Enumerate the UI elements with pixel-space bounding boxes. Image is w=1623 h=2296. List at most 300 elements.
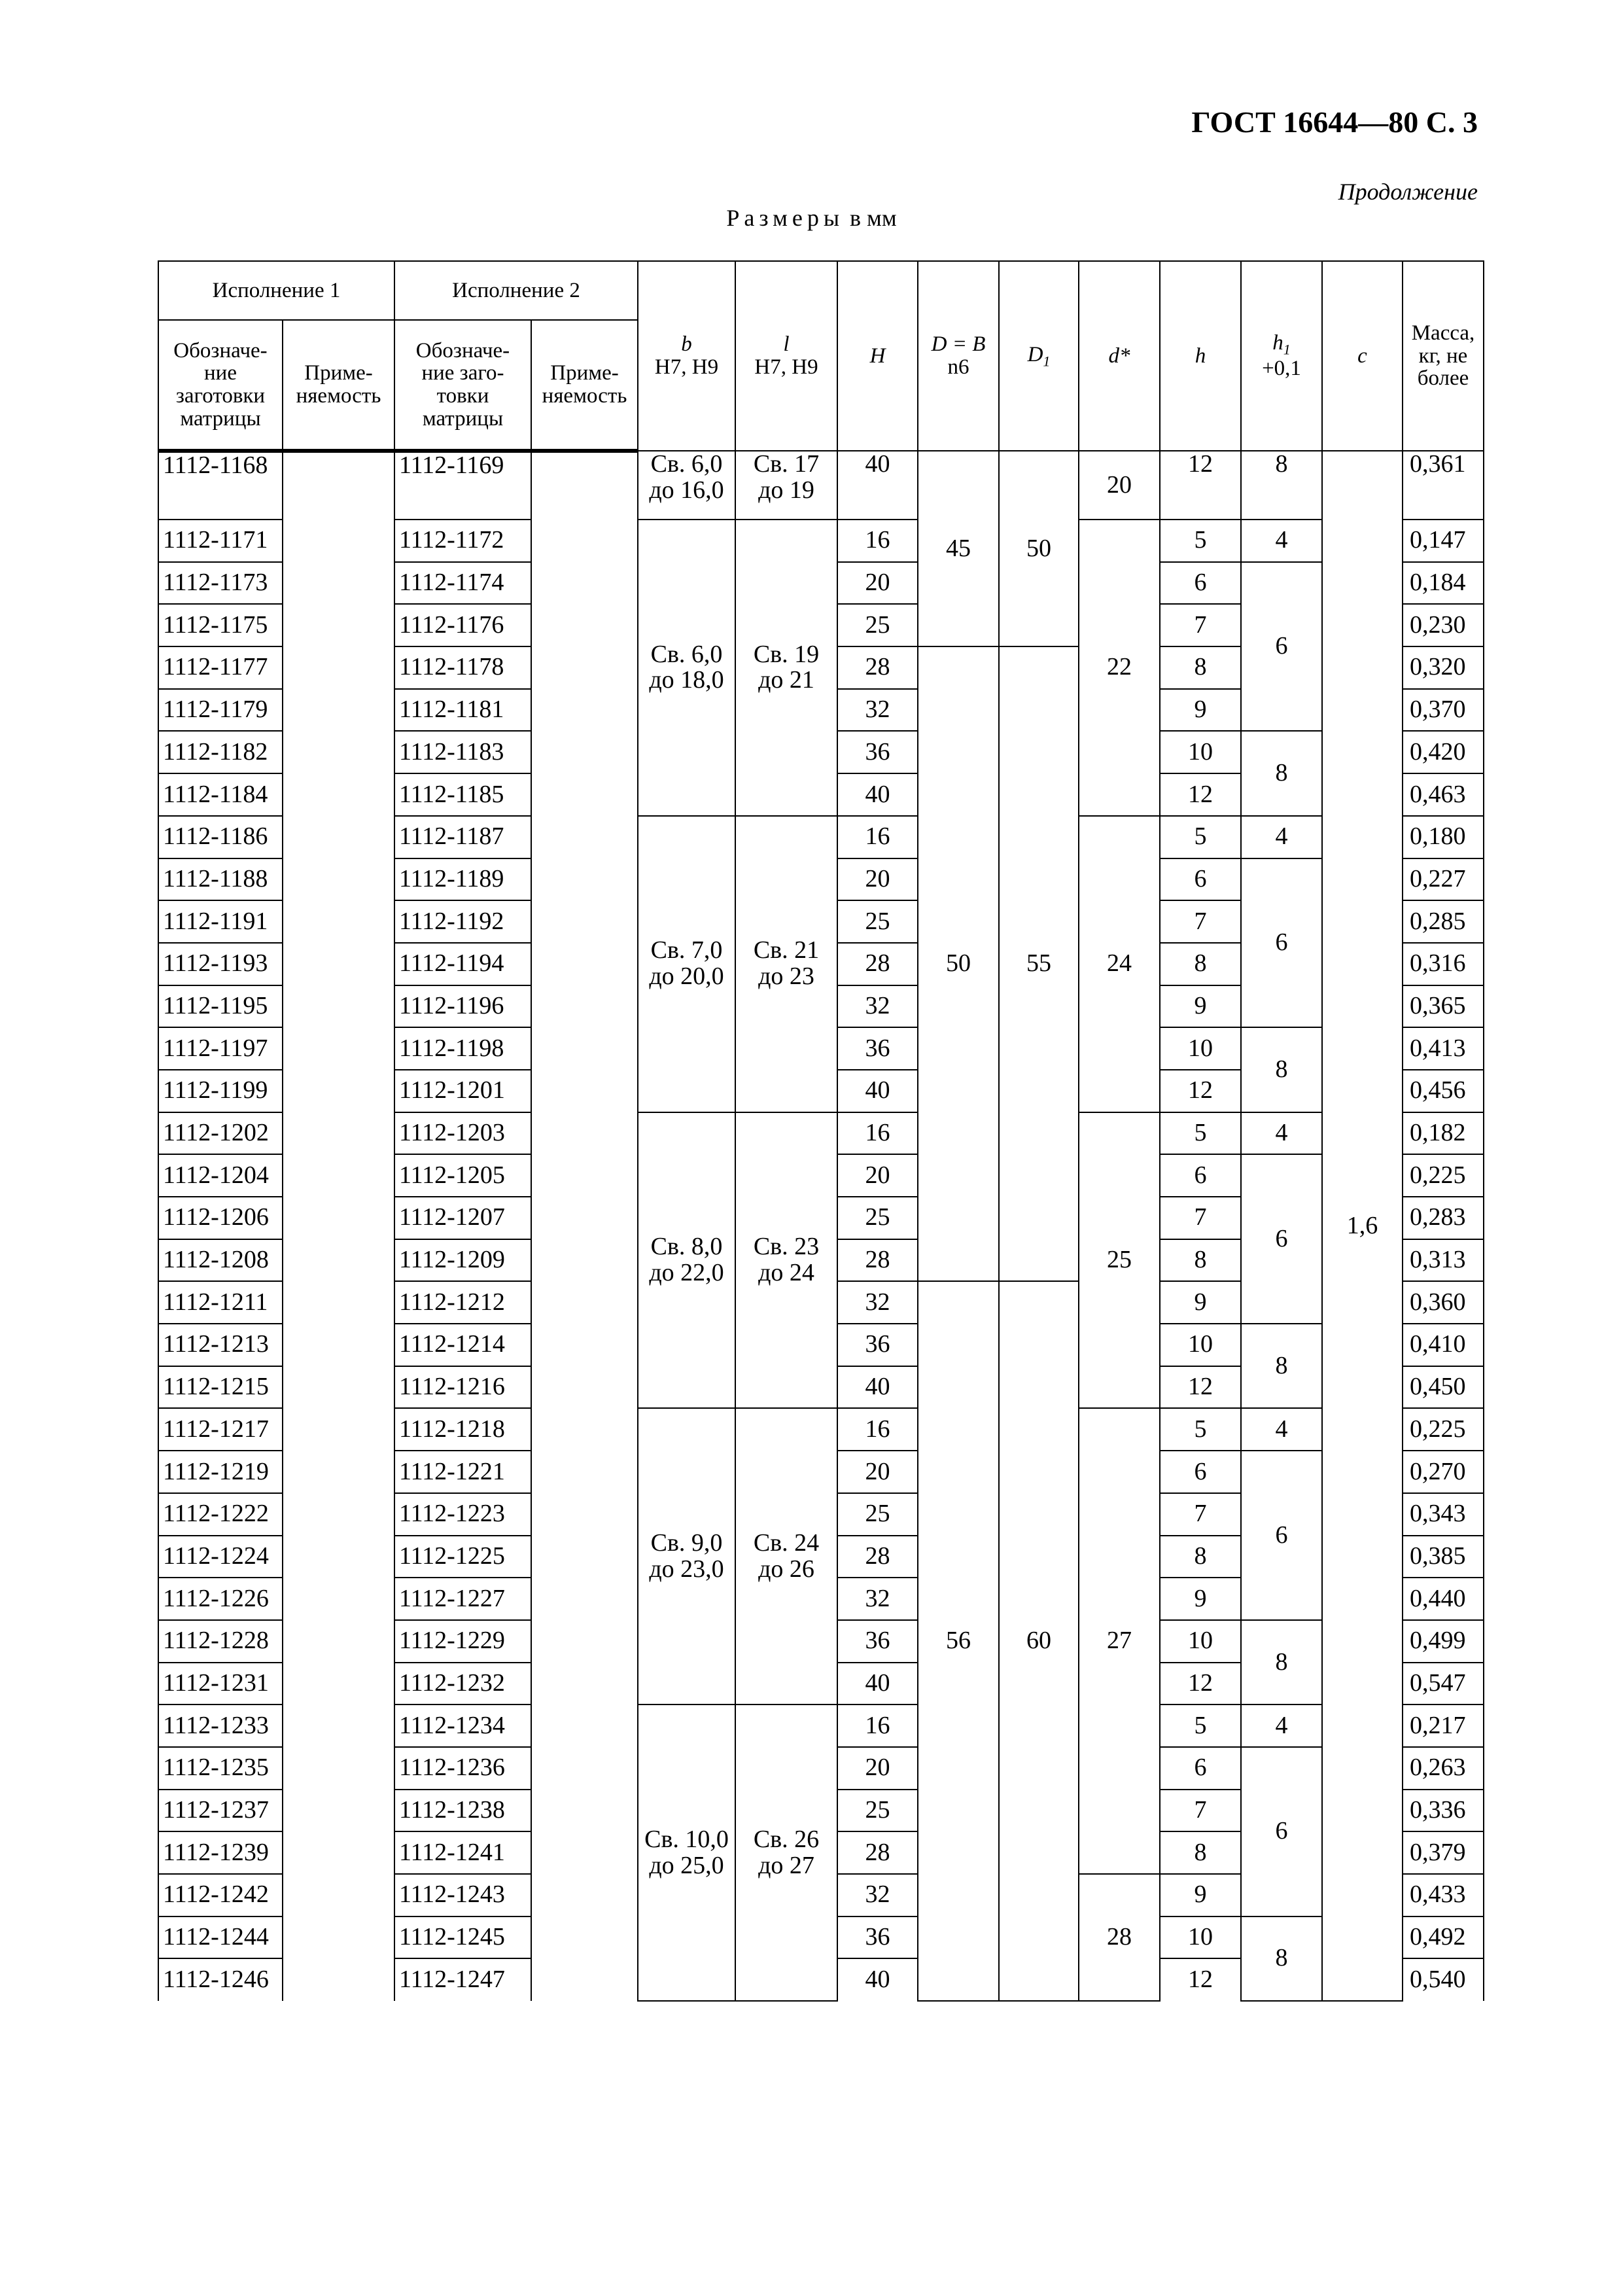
designation-1-cell: 1112-1231 [158, 1663, 283, 1705]
applicability-2-cell [531, 1790, 638, 1832]
db-cell: 50 [918, 646, 999, 1281]
applicability-2-cell [531, 900, 638, 943]
H-cell: 25 [837, 1790, 918, 1832]
header-l-tolerance: H7, H9 [754, 355, 818, 379]
mass-cell: 0,385 [1403, 1536, 1484, 1578]
applicability-2-cell [531, 731, 638, 773]
designation-1-cell: 1112-1182 [158, 731, 283, 773]
mass-cell: 0,285 [1403, 900, 1484, 943]
applicability-2-cell [531, 646, 638, 689]
h1-cell: 6 [1241, 1451, 1322, 1620]
designation-2-cell: 1112-1236 [394, 1747, 531, 1790]
applicability-2-cell [531, 1112, 638, 1155]
l-cell: Св. 23 до 24 [735, 1112, 837, 1409]
h1-cell: 8 [1241, 1324, 1322, 1408]
applicability-2-cell [531, 1663, 638, 1705]
H-cell: 40 [837, 773, 918, 816]
designation-2-cell: 1112-1183 [394, 731, 531, 773]
designation-2-cell: 1112-1216 [394, 1366, 531, 1409]
designation-1-cell: 1112-1168 [158, 451, 283, 520]
h-cell: 6 [1160, 562, 1241, 605]
applicability-2-cell [531, 520, 638, 562]
mass-cell: 0,540 [1403, 1958, 1484, 2001]
mass-cell: 0,413 [1403, 1027, 1484, 1070]
table-row [158, 451, 1484, 520]
table-row [158, 816, 1484, 858]
h-cell: 8 [1160, 1239, 1241, 1282]
h-cell: 5 [1160, 520, 1241, 562]
applicability-1-cell [283, 816, 394, 858]
designation-2-cell: 1112-1225 [394, 1536, 531, 1578]
applicability-1-cell [283, 1704, 394, 1747]
designation-1-cell: 1112-1233 [158, 1704, 283, 1747]
designation-2-cell: 1112-1174 [394, 562, 531, 605]
h1-cell: 4 [1241, 816, 1322, 858]
applicability-1-cell [283, 1324, 394, 1366]
h1-cell: 8 [1241, 451, 1322, 520]
header-h1-tolerance: +0,1 [1262, 357, 1301, 381]
designation-2-cell: 1112-1194 [394, 943, 531, 985]
mass-cell: 0,336 [1403, 1790, 1484, 1832]
applicability-2-cell [531, 451, 638, 520]
h1-cell: 4 [1241, 520, 1322, 562]
l-cell: Св. 17 до 19 [735, 451, 837, 520]
applicability-1-cell [283, 520, 394, 562]
mass-cell: 0,182 [1403, 1112, 1484, 1155]
table-row [158, 1408, 1484, 1451]
designation-1-cell: 1112-1173 [158, 562, 283, 605]
designation-1-cell: 1112-1237 [158, 1790, 283, 1832]
applicability-2-cell [531, 1408, 638, 1451]
header-applicability-1: Приме- няемость [283, 320, 394, 451]
designation-2-cell: 1112-1238 [394, 1790, 531, 1832]
designation-1-cell: 1112-1195 [158, 985, 283, 1028]
header-D-B-symbol: D = B [931, 332, 986, 357]
designation-1-cell: 1112-1235 [158, 1747, 283, 1790]
h1-cell: 8 [1241, 731, 1322, 815]
applicability-2-cell [531, 689, 638, 732]
designation-2-cell: 1112-1227 [394, 1578, 531, 1620]
designation-2-cell: 1112-1203 [394, 1112, 531, 1155]
applicability-2-cell [531, 1324, 638, 1366]
header-h: h [1160, 261, 1241, 451]
designation-2-cell: 1112-1232 [394, 1663, 531, 1705]
designation-2-cell: 1112-1176 [394, 604, 531, 646]
mass-cell: 0,184 [1403, 562, 1484, 605]
h-cell: 5 [1160, 1408, 1241, 1451]
applicability-1-cell [283, 1070, 394, 1112]
h-cell: 10 [1160, 731, 1241, 773]
applicability-2-cell [531, 1451, 638, 1493]
designation-1-cell: 1112-1246 [158, 1958, 283, 2001]
h-cell: 8 [1160, 1831, 1241, 1874]
table-row [158, 520, 1484, 562]
mass-cell: 0,313 [1403, 1239, 1484, 1282]
H-cell: 28 [837, 1831, 918, 1874]
mass-cell: 0,147 [1403, 520, 1484, 562]
h-cell: 9 [1160, 1281, 1241, 1324]
mass-cell: 0,440 [1403, 1578, 1484, 1620]
designation-1-cell: 1112-1179 [158, 689, 283, 732]
applicability-1-cell [283, 1154, 394, 1197]
applicability-2-cell [531, 1831, 638, 1874]
mass-cell: 0,343 [1403, 1493, 1484, 1536]
designation-1-cell: 1112-1228 [158, 1620, 283, 1663]
designation-2-cell: 1112-1209 [394, 1239, 531, 1282]
h-cell: 12 [1160, 773, 1241, 816]
applicability-2-cell [531, 1536, 638, 1578]
H-cell: 36 [837, 1916, 918, 1959]
designation-1-cell: 1112-1175 [158, 604, 283, 646]
designation-2-cell: 1112-1234 [394, 1704, 531, 1747]
d-cell: 22 [1079, 520, 1160, 816]
H-cell: 20 [837, 1747, 918, 1790]
mass-cell: 0,360 [1403, 1281, 1484, 1324]
H-cell: 28 [837, 1536, 918, 1578]
d1-cell: 50 [999, 451, 1079, 646]
designation-1-cell: 1112-1208 [158, 1239, 283, 1282]
h-cell: 7 [1160, 1790, 1241, 1832]
h-cell: 7 [1160, 900, 1241, 943]
mass-cell: 0,499 [1403, 1620, 1484, 1663]
applicability-1-cell [283, 1239, 394, 1282]
mass-cell: 0,316 [1403, 943, 1484, 985]
d1-cell: 55 [999, 646, 1079, 1281]
header-execution-2: Исполнение 2 [394, 261, 638, 320]
mass-cell: 0,217 [1403, 1704, 1484, 1747]
applicability-2-cell [531, 1366, 638, 1409]
designation-2-cell: 1112-1212 [394, 1281, 531, 1324]
designation-1-cell: 1112-1215 [158, 1366, 283, 1409]
H-cell: 40 [837, 451, 918, 520]
designation-2-cell: 1112-1205 [394, 1154, 531, 1197]
designation-1-cell: 1112-1193 [158, 943, 283, 985]
applicability-1-cell [283, 1493, 394, 1536]
applicability-1-cell [283, 1197, 394, 1239]
header-D-B-tolerance: n6 [947, 355, 969, 379]
dimensions-table [158, 260, 1484, 2002]
applicability-2-cell [531, 943, 638, 985]
mass-cell: 0,227 [1403, 858, 1484, 901]
c-cell: 1,6 [1322, 451, 1403, 2001]
H-cell: 40 [837, 1958, 918, 2001]
H-cell: 20 [837, 562, 918, 605]
applicability-2-cell [531, 858, 638, 901]
d1-cell: 60 [999, 1281, 1079, 2001]
h-cell: 8 [1160, 646, 1241, 689]
designation-1-cell: 1112-1226 [158, 1578, 283, 1620]
h-cell: 12 [1160, 1366, 1241, 1409]
H-cell: 36 [837, 1027, 918, 1070]
applicability-1-cell [283, 1366, 394, 1409]
designation-2-cell: 1112-1169 [394, 451, 531, 520]
applicability-1-cell [283, 562, 394, 605]
header-execution-1: Исполнение 1 [158, 261, 394, 320]
H-cell: 16 [837, 520, 918, 562]
H-cell: 16 [837, 816, 918, 858]
h-cell: 7 [1160, 1493, 1241, 1536]
d-cell: 27 [1079, 1408, 1160, 1874]
designation-1-cell: 1112-1244 [158, 1916, 283, 1959]
designation-2-cell: 1112-1247 [394, 1958, 531, 2001]
mass-cell: 0,283 [1403, 1197, 1484, 1239]
H-cell: 25 [837, 1493, 918, 1536]
mass-cell: 0,450 [1403, 1366, 1484, 1409]
applicability-2-cell [531, 1620, 638, 1663]
H-cell: 36 [837, 1620, 918, 1663]
mass-cell: 0,361 [1403, 451, 1484, 520]
h-cell: 12 [1160, 1070, 1241, 1112]
d-cell: 20 [1079, 451, 1160, 520]
designation-1-cell: 1112-1204 [158, 1154, 283, 1197]
applicability-1-cell [283, 1747, 394, 1790]
header-d: d* [1079, 261, 1160, 451]
mass-cell: 0,456 [1403, 1070, 1484, 1112]
mass-cell: 0,420 [1403, 731, 1484, 773]
H-cell: 20 [837, 858, 918, 901]
header-c: c [1322, 261, 1403, 451]
h1-cell: 8 [1241, 1916, 1322, 2001]
l-cell: Св. 19 до 21 [735, 520, 837, 816]
units-caption: Размеры в мм [726, 205, 897, 231]
header-applicability-2: Приме- няемость [531, 320, 638, 451]
d-cell: 24 [1079, 816, 1160, 1112]
h-cell: 6 [1160, 1154, 1241, 1197]
designation-2-cell: 1112-1196 [394, 985, 531, 1028]
applicability-1-cell [283, 731, 394, 773]
applicability-2-cell [531, 816, 638, 858]
table-body [158, 451, 1484, 2001]
designation-1-cell: 1112-1188 [158, 858, 283, 901]
H-cell: 28 [837, 646, 918, 689]
h-cell: 6 [1160, 1451, 1241, 1493]
designation-2-cell: 1112-1207 [394, 1197, 531, 1239]
applicability-1-cell [283, 1874, 394, 1916]
mass-cell: 0,365 [1403, 985, 1484, 1028]
b-cell: Св. 7,0 до 20,0 [638, 816, 735, 1112]
d-cell: 25 [1079, 1112, 1160, 1409]
designation-2-cell: 1112-1181 [394, 689, 531, 732]
designation-2-cell: 1112-1192 [394, 900, 531, 943]
b-cell: Св. 6,0 до 18,0 [638, 520, 735, 816]
mass-cell: 0,547 [1403, 1663, 1484, 1705]
h-cell: 5 [1160, 1112, 1241, 1155]
designation-1-cell: 1112-1224 [158, 1536, 283, 1578]
h-cell: 12 [1160, 451, 1241, 520]
H-cell: 40 [837, 1663, 918, 1705]
designation-1-cell: 1112-1177 [158, 646, 283, 689]
H-cell: 32 [837, 1874, 918, 1916]
H-cell: 16 [837, 1408, 918, 1451]
h-cell: 10 [1160, 1620, 1241, 1663]
designation-1-cell: 1112-1206 [158, 1197, 283, 1239]
h-cell: 6 [1160, 1747, 1241, 1790]
h1-cell: 8 [1241, 1620, 1322, 1704]
designation-2-cell: 1112-1185 [394, 773, 531, 816]
b-cell: Св. 9,0 до 23,0 [638, 1408, 735, 1704]
mass-cell: 0,410 [1403, 1324, 1484, 1366]
h1-cell: 6 [1241, 562, 1322, 732]
h1-cell: 6 [1241, 1154, 1322, 1324]
mass-cell: 0,370 [1403, 689, 1484, 732]
applicability-1-cell [283, 604, 394, 646]
H-cell: 32 [837, 985, 918, 1028]
applicability-1-cell [283, 1916, 394, 1959]
h-cell: 5 [1160, 816, 1241, 858]
h1-cell: 6 [1241, 1747, 1322, 1916]
header-mass: Масса, кг, не более [1403, 261, 1484, 451]
H-cell: 20 [837, 1154, 918, 1197]
applicability-2-cell [531, 1027, 638, 1070]
header-l [735, 261, 837, 451]
designation-1-cell: 1112-1219 [158, 1451, 283, 1493]
header-b-symbol: b [681, 332, 692, 357]
h1-cell: 4 [1241, 1112, 1322, 1155]
applicability-1-cell [283, 1958, 394, 2001]
applicability-2-cell [531, 1197, 638, 1239]
designation-2-cell: 1112-1189 [394, 858, 531, 901]
continuation-label: Продолжение [1338, 179, 1478, 205]
mass-cell: 0,230 [1403, 604, 1484, 646]
mass-cell: 0,433 [1403, 1874, 1484, 1916]
applicability-1-cell [283, 943, 394, 985]
mass-cell: 0,263 [1403, 1747, 1484, 1790]
designation-1-cell: 1112-1184 [158, 773, 283, 816]
header-D1: $D_1$ [999, 261, 1079, 451]
designation-2-cell: 1112-1229 [394, 1620, 531, 1663]
h-cell: 6 [1160, 858, 1241, 901]
applicability-2-cell [531, 1916, 638, 1959]
applicability-2-cell [531, 1578, 638, 1620]
designation-2-cell: 1112-1214 [394, 1324, 531, 1366]
applicability-1-cell [283, 1536, 394, 1578]
h-cell: 12 [1160, 1958, 1241, 2001]
applicability-2-cell [531, 1070, 638, 1112]
H-cell: 40 [837, 1366, 918, 1409]
designation-2-cell: 1112-1223 [394, 1493, 531, 1536]
header-l-symbol: l [783, 332, 790, 357]
H-cell: 25 [837, 604, 918, 646]
h-cell: 9 [1160, 1874, 1241, 1916]
d-cell: 28 [1079, 1874, 1160, 2001]
mass-cell: 0,320 [1403, 646, 1484, 689]
H-cell: 16 [837, 1704, 918, 1747]
applicability-1-cell [283, 858, 394, 901]
applicability-2-cell [531, 1281, 638, 1324]
designation-1-cell: 1112-1202 [158, 1112, 283, 1155]
applicability-1-cell [283, 1620, 394, 1663]
applicability-2-cell [531, 1747, 638, 1790]
designation-2-cell: 1112-1201 [394, 1070, 531, 1112]
designation-1-cell: 1112-1197 [158, 1027, 283, 1070]
b-cell: Св. 10,0 до 25,0 [638, 1704, 735, 2001]
applicability-2-cell [531, 773, 638, 816]
h-cell: 9 [1160, 985, 1241, 1028]
b-cell: Св. 8,0 до 22,0 [638, 1112, 735, 1409]
H-cell: 40 [837, 1070, 918, 1112]
designation-1-cell: 1112-1171 [158, 520, 283, 562]
applicability-1-cell [283, 646, 394, 689]
l-cell: Св. 21 до 23 [735, 816, 837, 1112]
H-cell: 32 [837, 689, 918, 732]
applicability-1-cell [283, 773, 394, 816]
designation-1-cell: 1112-1186 [158, 816, 283, 858]
applicability-1-cell [283, 1281, 394, 1324]
designation-1-cell: 1112-1213 [158, 1324, 283, 1366]
H-cell: 36 [837, 1324, 918, 1366]
header-D-B [918, 261, 999, 451]
applicability-1-cell [283, 1831, 394, 1874]
designation-1-cell: 1112-1191 [158, 900, 283, 943]
applicability-1-cell [283, 1451, 394, 1493]
header-b [638, 261, 735, 451]
H-cell: 25 [837, 900, 918, 943]
applicability-1-cell [283, 689, 394, 732]
applicability-1-cell [283, 900, 394, 943]
designation-1-cell: 1112-1222 [158, 1493, 283, 1536]
l-cell: Св. 24 до 26 [735, 1408, 837, 1704]
designation-1-cell: 1112-1211 [158, 1281, 283, 1324]
applicability-2-cell [531, 1958, 638, 2001]
H-cell: 32 [837, 1281, 918, 1324]
db-cell: 45 [918, 451, 999, 646]
applicability-2-cell [531, 604, 638, 646]
h1-cell: 6 [1241, 858, 1322, 1028]
designation-1-cell: 1112-1239 [158, 1831, 283, 1874]
designation-1-cell: 1112-1242 [158, 1874, 283, 1916]
designation-1-cell: 1112-1217 [158, 1408, 283, 1451]
H-cell: 28 [837, 1239, 918, 1282]
h-cell: 9 [1160, 689, 1241, 732]
mass-cell: 0,180 [1403, 816, 1484, 858]
designation-1-cell: 1112-1199 [158, 1070, 283, 1112]
applicability-2-cell [531, 1704, 638, 1747]
mass-cell: 0,225 [1403, 1154, 1484, 1197]
h-cell: 10 [1160, 1027, 1241, 1070]
header-H: H [837, 261, 918, 451]
h1-cell: 4 [1241, 1704, 1322, 1747]
applicability-2-cell [531, 1154, 638, 1197]
designation-2-cell: 1112-1187 [394, 816, 531, 858]
h-cell: 8 [1160, 1536, 1241, 1578]
H-cell: 28 [837, 943, 918, 985]
designation-2-cell: 1112-1245 [394, 1916, 531, 1959]
applicability-1-cell [283, 1663, 394, 1705]
H-cell: 16 [837, 1112, 918, 1155]
applicability-1-cell [283, 1112, 394, 1155]
H-cell: 25 [837, 1197, 918, 1239]
applicability-1-cell [283, 1578, 394, 1620]
h1-cell: 4 [1241, 1408, 1322, 1451]
designation-2-cell: 1112-1243 [394, 1874, 531, 1916]
header-designation-2: Обозначе- ние заго- товки матрицы [394, 320, 531, 451]
applicability-2-cell [531, 985, 638, 1028]
designation-2-cell: 1112-1172 [394, 520, 531, 562]
H-cell: 32 [837, 1578, 918, 1620]
H-cell: 20 [837, 1451, 918, 1493]
applicability-2-cell [531, 1239, 638, 1282]
designation-2-cell: 1112-1218 [394, 1408, 531, 1451]
page-header: ГОСТ 16644—80 С. 3 [1191, 105, 1478, 139]
l-cell: Св. 26 до 27 [735, 1704, 837, 2001]
h-cell: 9 [1160, 1578, 1241, 1620]
applicability-1-cell [283, 1408, 394, 1451]
h-cell: 10 [1160, 1324, 1241, 1366]
designation-2-cell: 1112-1178 [394, 646, 531, 689]
applicability-1-cell [283, 1790, 394, 1832]
mass-cell: 0,225 [1403, 1408, 1484, 1451]
h-cell: 5 [1160, 1704, 1241, 1747]
